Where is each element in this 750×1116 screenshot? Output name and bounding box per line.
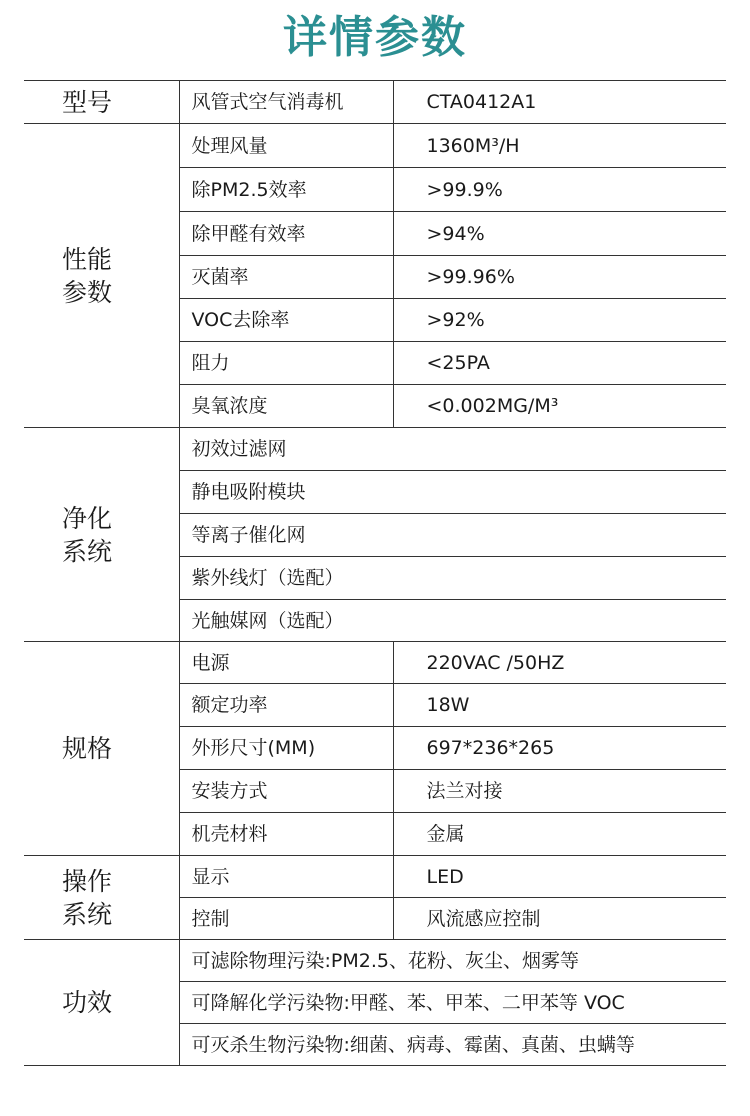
category-performance: [24, 124, 179, 428]
row-value: 金属: [393, 813, 726, 856]
spec-table: [24, 80, 726, 1066]
category-line: 操作: [62, 866, 113, 896]
model-code: CTA0412A1: [393, 81, 726, 124]
category-specs: 规格: [24, 642, 179, 856]
table-row: [24, 428, 726, 471]
row-label: 机壳材料: [179, 813, 393, 856]
table-row: [24, 940, 726, 982]
row-label: 额定功率: [179, 684, 393, 727]
page-title: 详情参数: [283, 12, 467, 63]
model-name: 风管式空气消毒机: [179, 81, 393, 124]
list-item: 光触媒网（选配）: [179, 600, 726, 642]
category-line: 净化: [62, 503, 113, 533]
row-value: <25PA: [393, 342, 726, 385]
row-value: 220VAC /50HZ: [393, 642, 726, 684]
row-label: 阻力: [179, 342, 393, 385]
row-value: >99.9%: [393, 168, 726, 212]
row-value: 697*236*265: [393, 727, 726, 770]
category-model: 型号: [24, 81, 179, 124]
list-item: 初效过滤网: [179, 428, 726, 471]
row-value: 风流感应控制: [393, 898, 726, 940]
list-item: 紫外线灯（选配）: [179, 557, 726, 600]
row-label: 臭氧浓度: [179, 385, 393, 428]
row-value: 法兰对接: [393, 770, 726, 813]
table-row: [24, 81, 726, 124]
row-value: <0.002MG/M³: [393, 385, 726, 428]
table-row: [24, 856, 726, 898]
row-label: 外形尺寸(MM): [179, 727, 393, 770]
list-item: 可灭杀生物污染物:细菌、病毒、霉菌、真菌、虫螨等: [179, 1024, 726, 1066]
table-row: [24, 642, 726, 684]
list-item: 静电吸附模块: [179, 471, 726, 514]
category-purification: [24, 428, 179, 642]
row-label: 处理风量: [179, 124, 393, 168]
row-label: 安装方式: [179, 770, 393, 813]
list-item: 等离子催化网: [179, 514, 726, 557]
list-item: 可滤除物理污染:PM2.5、花粉、灰尘、烟雾等: [179, 940, 726, 982]
row-label: 灭菌率: [179, 256, 393, 299]
row-value: >94%: [393, 212, 726, 256]
category-line: 系统: [62, 536, 113, 566]
row-label: 除PM2.5效率: [179, 168, 393, 212]
row-label: 电源: [179, 642, 393, 684]
row-value: 18W: [393, 684, 726, 727]
category-line: 性能: [62, 244, 113, 274]
table-row: [24, 124, 726, 168]
row-value: 1360M³/H: [393, 124, 726, 168]
row-value: LED: [393, 856, 726, 898]
row-value: >99.96%: [393, 256, 726, 299]
category-function: 功效: [24, 940, 179, 1066]
row-value: >92%: [393, 299, 726, 342]
list-item: 可降解化学污染物:甲醛、苯、甲苯、二甲苯等 VOC: [179, 982, 726, 1024]
row-label: 除甲醛有效率: [179, 212, 393, 256]
category-operation: [24, 856, 179, 940]
row-label: 控制: [179, 898, 393, 940]
row-label: 显示: [179, 856, 393, 898]
category-line: 系统: [62, 899, 113, 929]
row-label: VOC去除率: [179, 299, 393, 342]
category-line: 参数: [62, 277, 113, 307]
